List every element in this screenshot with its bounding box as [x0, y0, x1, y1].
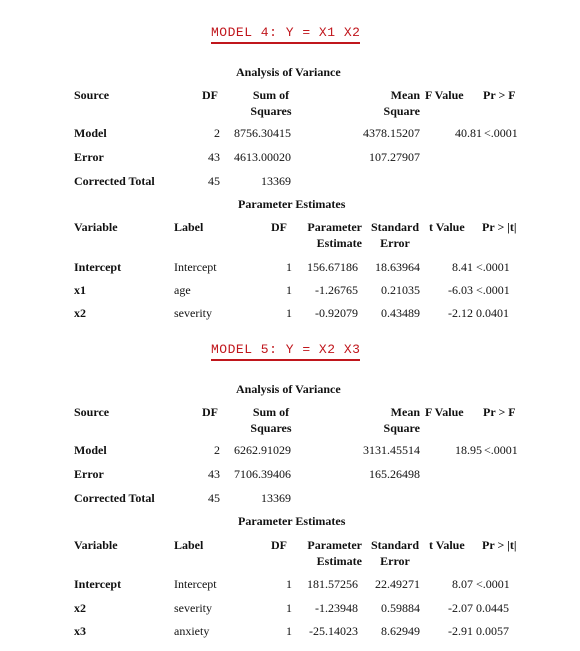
params-row-estimate: -0.92079 [315, 306, 358, 320]
params-header-label: Label [174, 220, 204, 234]
params-row-t: -2.91 [448, 624, 473, 638]
params-row-se: 22.49271 [375, 577, 420, 591]
params-row-variable: x3 [74, 624, 86, 638]
anova-row-source: Model [74, 126, 107, 140]
params-row-estimate: -1.23948 [315, 601, 358, 615]
params-header-se: Error [380, 554, 410, 568]
anova-row-df: 45 [208, 174, 220, 188]
params-row-se: 0.59884 [381, 601, 420, 615]
params-header-t: t Value [429, 538, 465, 552]
params-row-df: 1 [286, 624, 292, 638]
params-row-estimate: 181.57256 [307, 577, 358, 591]
params-row-label: Intercept [174, 577, 217, 591]
anova-header-ss: Sum of [252, 88, 290, 102]
params-header-se: Standard [370, 538, 420, 552]
anova-row-ss: 7106.39406 [234, 467, 291, 481]
params-row-estimate: 156.67186 [307, 260, 358, 274]
params-row-variable: x2 [74, 601, 86, 615]
params-row-se: 8.62949 [381, 624, 420, 638]
anova-row-ss: 4613.00020 [234, 150, 291, 164]
anova-header-ss: Squares [250, 421, 292, 435]
anova-row-ms: 165.26498 [369, 467, 420, 481]
params-header-se: Standard [370, 220, 420, 234]
anova-row-ms: 3131.45514 [363, 443, 420, 457]
model-5-params-heading: Parameter Estimates [238, 514, 346, 528]
params-row-p: 0.0057 [476, 624, 509, 638]
params-row-label: anxiety [174, 624, 210, 638]
params-row-t: -6.03 [448, 283, 473, 297]
anova-row-p: <.0001 [484, 126, 518, 140]
params-header-estimate: Parameter [307, 538, 362, 552]
params-header-se: Error [380, 236, 410, 250]
anova-row-ss: 6262.91029 [234, 443, 291, 457]
params-row-p: <.0001 [476, 577, 510, 591]
params-header-estimate: Estimate [316, 236, 362, 250]
anova-header-ms: Mean [390, 405, 420, 419]
params-header-variable: Variable [74, 220, 118, 234]
params-row-label: age [174, 283, 191, 297]
anova-header-p: Pr > F [483, 88, 516, 102]
anova-header-ms: Square [383, 421, 420, 435]
params-row-df: 1 [286, 283, 292, 297]
params-row-t: -2.07 [448, 601, 473, 615]
model-5-title: MODEL 5: Y = X2 X3 [211, 342, 360, 361]
anova-header-df: DF [202, 88, 218, 102]
params-header-df: DF [271, 220, 287, 234]
params-row-df: 1 [286, 577, 292, 591]
anova-header-ms: Square [383, 104, 420, 118]
anova-row-source: Corrected Total [74, 174, 155, 188]
params-header-estimate: Estimate [316, 554, 362, 568]
params-header-estimate: Parameter [307, 220, 362, 234]
params-header-df: DF [271, 538, 287, 552]
params-row-variable: x2 [74, 306, 86, 320]
params-row-df: 1 [286, 306, 292, 320]
anova-header-f: F Value [425, 88, 464, 102]
anova-row-f: 40.81 [455, 126, 482, 140]
params-row-variable: Intercept [74, 260, 122, 274]
params-row-label: Intercept [174, 260, 217, 274]
params-header-label: Label [174, 538, 204, 552]
anova-row-df: 43 [208, 467, 220, 481]
model-4-anova-heading: Analysis of Variance [236, 65, 341, 79]
anova-row-ss: 13369 [261, 491, 291, 505]
params-row-df: 1 [286, 601, 292, 615]
anova-row-df: 2 [214, 443, 220, 457]
anova-row-df: 2 [214, 126, 220, 140]
params-row-t: 8.07 [452, 577, 473, 591]
params-header-p: Pr > |t| [482, 220, 517, 234]
params-row-estimate: -25.14023 [309, 624, 358, 638]
anova-row-f: 18.95 [455, 443, 482, 457]
params-row-df: 1 [286, 260, 292, 274]
model-4-title: MODEL 4: Y = X1 X2 [211, 25, 360, 44]
anova-header-p: Pr > F [483, 405, 516, 419]
anova-header-df: DF [202, 405, 218, 419]
anova-header-ss: Sum of [252, 405, 290, 419]
params-row-label: severity [174, 306, 212, 320]
params-header-variable: Variable [74, 538, 118, 552]
params-row-p: <.0001 [476, 260, 510, 274]
anova-row-source: Corrected Total [74, 491, 155, 505]
params-row-p: 0.0445 [476, 601, 509, 615]
params-row-variable: x1 [74, 283, 86, 297]
anova-row-df: 43 [208, 150, 220, 164]
anova-row-p: <.0001 [484, 443, 518, 457]
params-header-t: t Value [429, 220, 465, 234]
params-row-variable: Intercept [74, 577, 122, 591]
params-header-p: Pr > |t| [482, 538, 517, 552]
params-row-se: 0.43489 [381, 306, 420, 320]
params-row-t: 8.41 [452, 260, 473, 274]
anova-row-df: 45 [208, 491, 220, 505]
anova-row-source: Model [74, 443, 107, 457]
anova-header-source: Source [74, 88, 110, 102]
anova-header-f: F Value [425, 405, 464, 419]
model-5-anova-heading: Analysis of Variance [236, 382, 341, 396]
params-row-se: 18.63964 [375, 260, 420, 274]
anova-row-ss: 13369 [261, 174, 291, 188]
params-row-se: 0.21035 [381, 283, 420, 297]
model-4-params-heading: Parameter Estimates [238, 197, 346, 211]
params-row-p: 0.0401 [476, 306, 509, 320]
params-row-p: <.0001 [476, 283, 510, 297]
anova-header-ms: Mean [390, 88, 420, 102]
params-row-t: -2.12 [448, 306, 473, 320]
anova-row-source: Error [74, 150, 104, 164]
anova-row-ss: 8756.30415 [234, 126, 291, 140]
anova-header-source: Source [74, 405, 110, 419]
anova-row-source: Error [74, 467, 104, 481]
anova-row-ms: 4378.15207 [363, 126, 420, 140]
anova-header-ss: Squares [250, 104, 292, 118]
params-row-label: severity [174, 601, 212, 615]
params-row-estimate: -1.26765 [315, 283, 358, 297]
anova-row-ms: 107.27907 [369, 150, 420, 164]
